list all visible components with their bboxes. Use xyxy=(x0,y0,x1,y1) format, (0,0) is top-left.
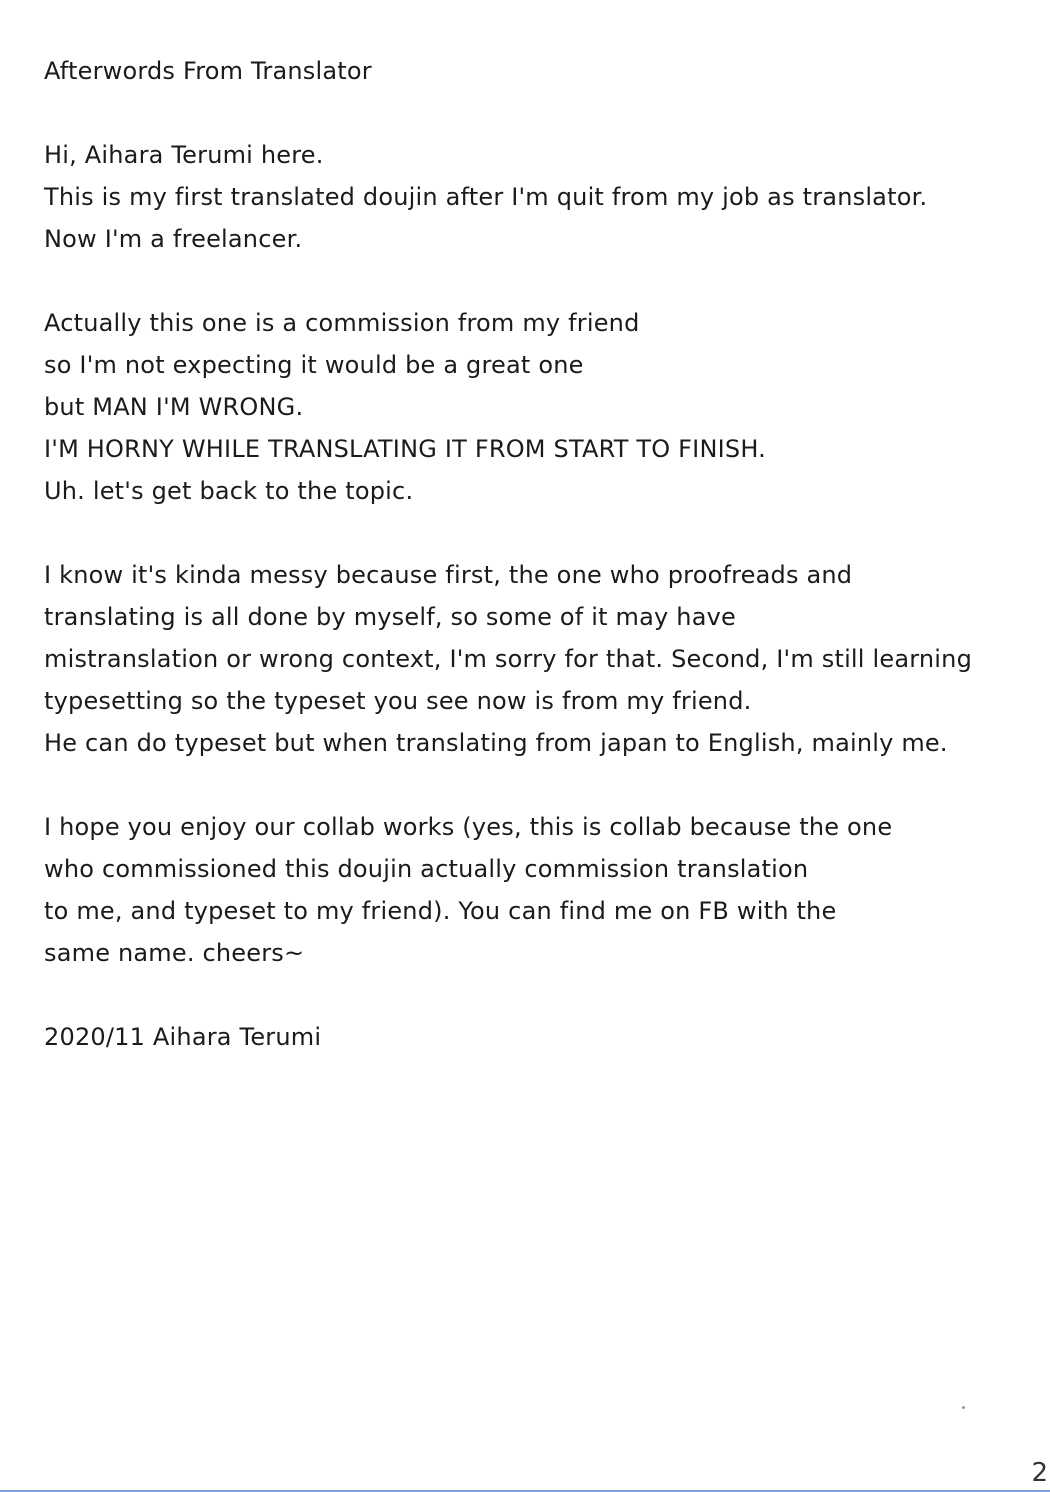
scan-speck xyxy=(962,1406,965,1409)
paragraph-line: Uh. let's get back to the topic. xyxy=(44,477,414,505)
paragraph-line: who commissioned this doujin actually commission translation xyxy=(44,855,809,883)
signature: 2020/11 Aihara Terumi xyxy=(44,1023,322,1051)
intro-line: This is my first translated doujin after I'm quit from my job as translator. xyxy=(44,183,928,211)
page-number: 2 xyxy=(1031,1458,1048,1488)
paragraph-line: typesetting so the typeset you see now is from my friend. xyxy=(44,687,752,715)
paragraph-line: I'M HORNY WHILE TRANSLATING IT FROM START TO FINISH. xyxy=(44,435,766,463)
intro-line: Now I'm a freelancer. xyxy=(44,225,303,253)
page-title: Afterwords From Translator xyxy=(44,57,372,85)
paragraph-line: mistranslation or wrong context, I'm sorry for that. Second, I'm still learning xyxy=(44,645,973,673)
paragraph-line: but MAN I'M WRONG. xyxy=(44,393,304,421)
intro-line: Hi, Aihara Terumi here. xyxy=(44,141,324,169)
paragraph-line: He can do typeset but when translating from japan to English, mainly me. xyxy=(44,729,948,757)
paragraph-line: Actually this one is a commission from my friend xyxy=(44,309,640,337)
paragraph-line: so I'm not expecting it would be a great one xyxy=(44,351,584,379)
paragraph-line: I hope you enjoy our collab works (yes, this is collab because the one xyxy=(44,813,893,841)
paragraph-line: to me, and typeset to my friend). You can find me on FB with the xyxy=(44,897,837,925)
paragraph-line: I know it's kinda messy because first, the one who proofreads and xyxy=(44,561,853,589)
paragraph-line: translating is all done by myself, so some of it may have xyxy=(44,603,736,631)
paragraph-line: same name. cheers~ xyxy=(44,939,305,967)
